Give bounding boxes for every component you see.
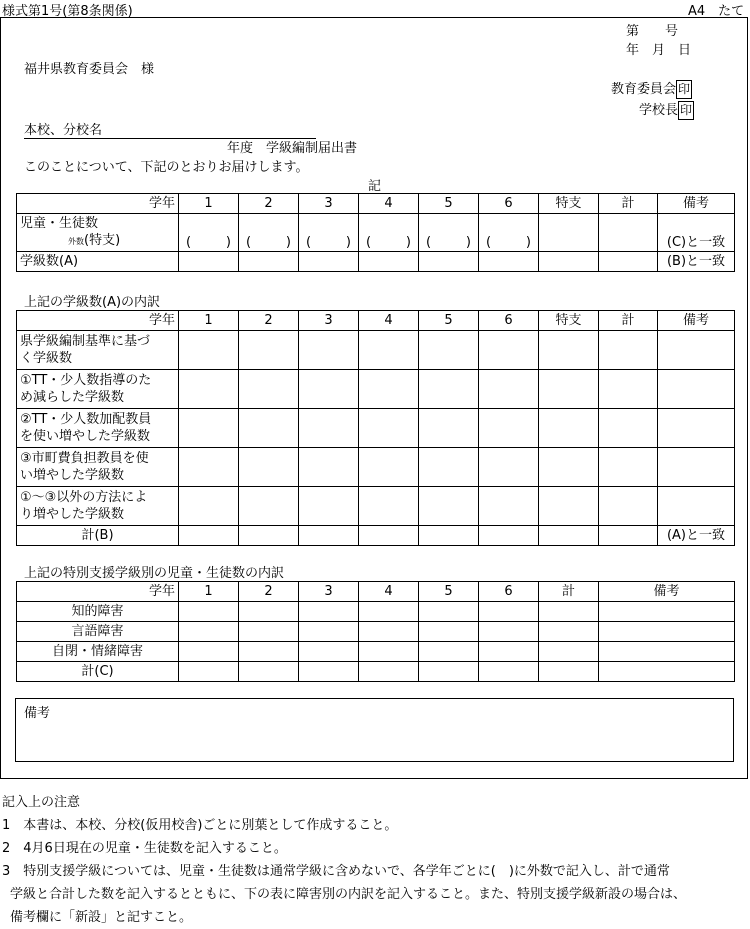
row-label: ②TT・少人数加配教員 を使い増やした学級数 <box>17 409 179 448</box>
header-grade-3: 3 <box>299 194 359 214</box>
header-grade-4: 4 <box>359 194 419 214</box>
header-grade-3: 3 <box>299 582 359 602</box>
students-label: 児童・生徒数 <box>20 216 99 231</box>
students-grade-3[interactable]: ( ) <box>299 214 359 252</box>
classes-grade-2[interactable] <box>239 252 299 272</box>
addressee: 福井県教育委員会 様 <box>24 62 155 77</box>
header-grade-4: 4 <box>359 311 419 331</box>
row-label: ①～③以外の方法によ り増やした学級数 <box>17 487 179 526</box>
special-label: (特支) <box>84 233 121 248</box>
students-special[interactable] <box>539 214 599 252</box>
header-grade-2: 2 <box>239 311 299 331</box>
classes-special[interactable] <box>539 252 599 272</box>
table-row <box>17 448 735 487</box>
header-remarks: 備考 <box>658 194 735 214</box>
header-grade-2: 2 <box>239 582 299 602</box>
classes-grade-5[interactable] <box>419 252 479 272</box>
special-breakdown-caption: 上記の特別支援学級別の児童・生徒数の内訳 <box>24 566 285 581</box>
table-row <box>17 622 735 642</box>
remarks-label: 備考 <box>24 706 51 721</box>
students-total[interactable] <box>599 214 658 252</box>
note-item: 学級と合計した数を記入するとともに、下の表に障害別の内訳を記入すること。また、特別支援学級新設の場合は、 <box>10 887 687 902</box>
total-b-note: (A)と一致 <box>658 526 735 546</box>
header-remarks: 備考 <box>599 582 735 602</box>
class-breakdown-table <box>16 310 735 546</box>
table-row <box>17 642 735 662</box>
table-header-row <box>17 582 735 602</box>
table-header-row <box>17 311 735 331</box>
table-row <box>17 370 735 409</box>
classes-row-label: 学級数(A) <box>17 252 179 272</box>
note-item: 3 特別支援学級については、児童・生徒数は通常学級に含めないで、各学年ごとに( )に外数で記入し、計で通常 <box>2 864 670 879</box>
header-grade-1: 1 <box>179 582 239 602</box>
principal-label: 学校長 <box>639 103 679 118</box>
header-total: 計 <box>539 582 599 602</box>
document-date: 年 月 日 <box>626 43 692 58</box>
header-grade-1: 1 <box>179 311 239 331</box>
note-item: 2 4月6日現在の児童・生徒数を記入すること。 <box>2 841 287 856</box>
header-grade-6: 6 <box>479 194 539 214</box>
table-row <box>17 409 735 448</box>
header-total: 計 <box>599 194 658 214</box>
note-item: 1 本書は、本校、分校(仮用校舎)ごとに別葉として作成すること。 <box>2 818 398 833</box>
row-label: 知的障害 <box>17 602 179 622</box>
notes-title: 記入上の注意 <box>2 795 81 810</box>
classes-grade-6[interactable] <box>479 252 539 272</box>
breakdown-caption: 上記の学級数(A)の内訳 <box>24 295 161 310</box>
total-b-label: 計(B) <box>17 526 179 546</box>
header-special: 特支 <box>539 194 599 214</box>
header-total: 計 <box>599 311 658 331</box>
total-row <box>17 662 735 682</box>
header-special: 特支 <box>539 311 599 331</box>
ki-label: 記 <box>368 179 382 194</box>
students-grade-1[interactable]: ( ) <box>179 214 239 252</box>
table-row <box>17 602 735 622</box>
classes-grade-1[interactable] <box>179 252 239 272</box>
header-remarks: 備考 <box>658 311 735 331</box>
outside-count-label: 外数 <box>68 237 84 246</box>
classes-total[interactable] <box>599 252 658 272</box>
classes-grade-3[interactable] <box>299 252 359 272</box>
students-row <box>17 214 735 252</box>
students-row-label <box>17 214 179 252</box>
paper-size-label: A4 たて <box>688 4 745 19</box>
principal-seal-icon: 印 <box>678 101 694 120</box>
row-label: 計(C) <box>17 662 179 682</box>
table-row <box>17 331 735 370</box>
header-grade: 学年 <box>17 311 179 331</box>
header-grade-4: 4 <box>359 582 419 602</box>
row-label: 県学級編制基準に基づ く学級数 <box>17 331 179 370</box>
board-signature <box>611 78 692 99</box>
header-grade: 学年 <box>17 582 179 602</box>
students-grade-2[interactable]: ( ) <box>239 214 299 252</box>
students-grade-5[interactable]: ( ) <box>419 214 479 252</box>
note-item: 備考欄に「新設」と記すこと。 <box>10 910 193 925</box>
intro-text: このことについて、下記のとおりお届けします。 <box>24 160 309 175</box>
board-seal-icon: 印 <box>676 80 692 99</box>
total-row <box>17 526 735 546</box>
board-label: 教育委員会 <box>611 82 677 97</box>
header-grade-5: 5 <box>419 311 479 331</box>
row-label: ③市町費負担教員を使 い増やした学級数 <box>17 448 179 487</box>
classes-grade-4[interactable] <box>359 252 419 272</box>
header-grade-2: 2 <box>239 194 299 214</box>
row-label: ①TT・少人数指導のた め減らした学級数 <box>17 370 179 409</box>
classes-row <box>17 252 735 272</box>
header-grade-5: 5 <box>419 194 479 214</box>
students-grade-4[interactable]: ( ) <box>359 214 419 252</box>
header-grade-3: 3 <box>299 311 359 331</box>
school-name-label: 本校、分校名 <box>24 123 103 138</box>
header-grade-6: 6 <box>479 311 539 331</box>
row-label: 言語障害 <box>17 622 179 642</box>
header-grade-1: 1 <box>179 194 239 214</box>
remarks-box[interactable] <box>15 698 734 762</box>
form-label: 様式第1号(第8条関係) <box>2 4 133 19</box>
table-row <box>17 487 735 526</box>
school-name-field <box>24 119 316 139</box>
principal-signature <box>639 99 694 120</box>
students-note: (C)と一致 <box>658 214 735 252</box>
table-header-row <box>17 194 735 214</box>
students-grade-6[interactable]: ( ) <box>479 214 539 252</box>
classes-note: (B)と一致 <box>658 252 735 272</box>
special-support-table <box>16 581 735 682</box>
header-grade: 学年 <box>17 194 179 214</box>
students-classes-table <box>16 193 735 272</box>
header-grade-5: 5 <box>419 582 479 602</box>
document-number: 第 号 <box>626 24 679 39</box>
header-grade-6: 6 <box>479 582 539 602</box>
document-title: 年度 学級編制届出書 <box>227 141 358 156</box>
row-label: 自閉・情緒障害 <box>17 642 179 662</box>
notes-section <box>2 791 686 929</box>
